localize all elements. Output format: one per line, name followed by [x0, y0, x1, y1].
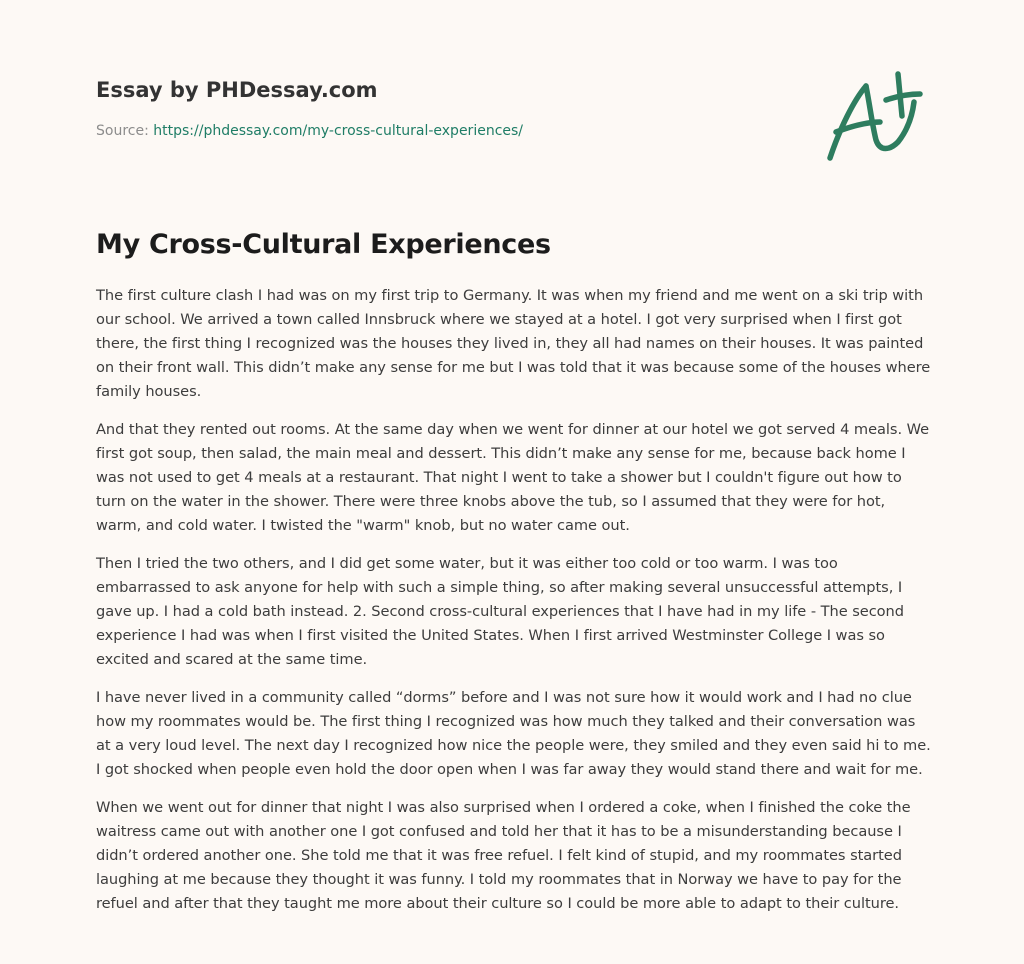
source-label: Source: [96, 123, 154, 139]
a-plus-grade-icon [818, 66, 936, 166]
essay-paragraph: Then I tried the two others, and I did get some water, but it was either too cold or too warm. I was too embarrassed to ask anyone for help with such a simple thing, so after making several unsuccessful attempts, I gave up. I had a cold bath instead. 2. Second cross-cultural experiences that I have had in my life - The second experience I had was when I first visited the United States. When I first arrived Westminster College I was so excited and scared at the same time. [96, 555, 904, 668]
essay-paragraph: And that they rented out rooms. At the same day when we went for dinner at our hotel we got served 4 meals. We first got soup, then salad, the main meal and dessert. This didn’t make any sense for me, because back home I was not used to get 4 meals at a restaurant. That night I went to take a shower but I couldn't figure out how to turn on the water in the shower. There were three knobs above the tub, so I assumed that they were for hot, warm, and cold water. I twisted the "warm" knob, but no water came out. [96, 421, 930, 534]
essay-paragraph: The first culture clash I had was on my first trip to Germany. It was when my friend and me went on a ski trip with our school. We arrived a town called Innsbruck where we stayed at a hotel. I got very surprised when I first got there, the first thing I recognized was the houses they lived in, they all had names on their houses. It was painted on their front wall. This didn’t make any sense for me but I was told that it was because some of the houses where family houses. [96, 287, 931, 400]
essay-paragraph: When we went out for dinner that night I was also surprised when I ordered a coke, when I finished the coke the waitress came out with another one I got confused and told her that it has to be a misunderstanding because I didn’t ordered another one. She told me that it was free refuel. I felt kind of stupid, and my roommates started laughing at me because they thought it was funny. I told my roommates that in Norway we have to pay for the refuel and after that they taught me more about their culture so I could be more able to adapt to their culture. [96, 799, 911, 912]
essay-paragraph: I have never lived in a community called “dorms” before and I was not sure how it would work and I had no clue how my roommates would be. The first thing I recognized was how much they talked and their conversation was at a very loud level. The next day I recognized how nice the people were, they smiled and they even said hi to me. I got shocked when people even hold the door open when I was far away they would stand there and wait for me. [96, 689, 931, 778]
essay-body [96, 284, 932, 930]
brand-title: Essay by PHDessay.com [96, 78, 378, 102]
site-header [96, 76, 796, 141]
source-link[interactable]: https://phdessay.com/my-cross-cultural-experiences/ [153, 123, 524, 139]
essay-title: My Cross-Cultural Experiences [96, 229, 551, 260]
source-line [96, 121, 796, 141]
